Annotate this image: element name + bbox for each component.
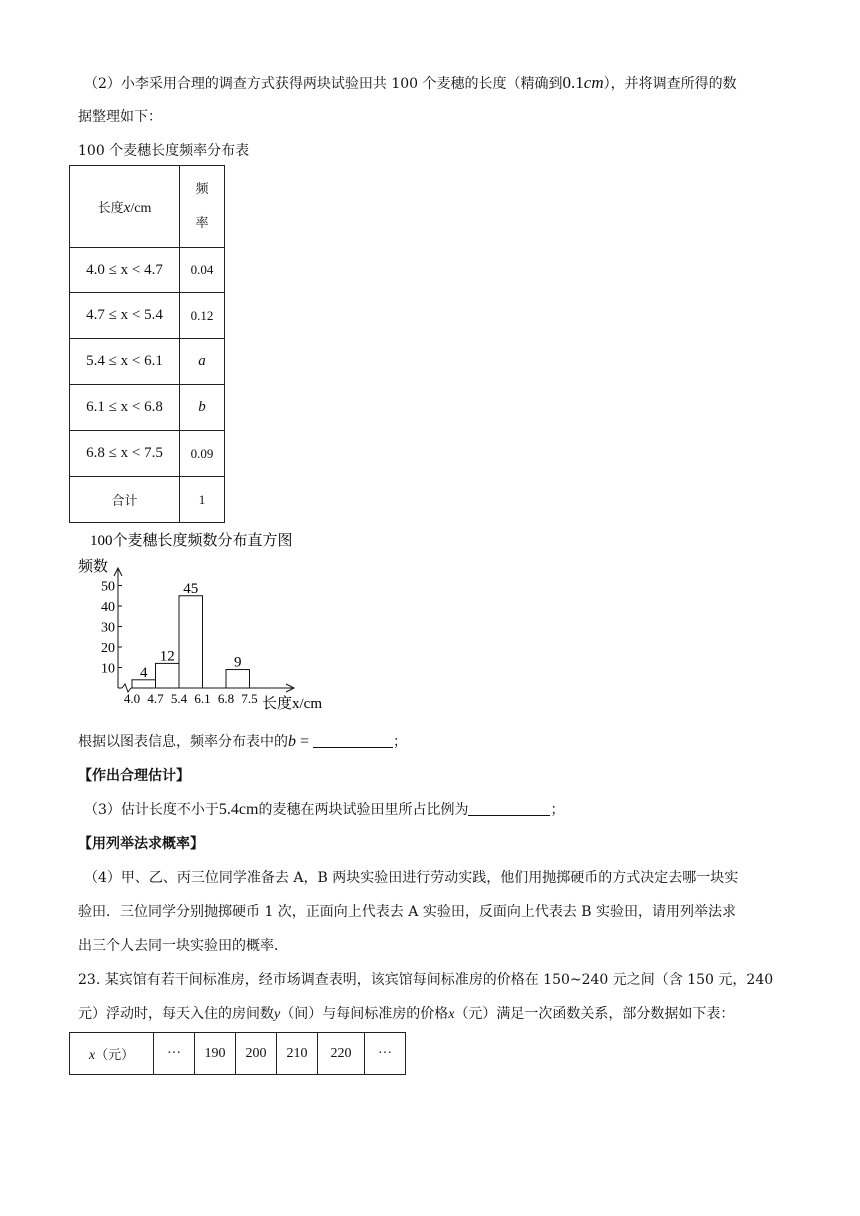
price-header-unit: （元）	[95, 1047, 135, 1063]
bar-value-label: 4	[140, 664, 148, 681]
frequency-cell: 0.04	[180, 248, 225, 293]
q23-var-y: y	[274, 1007, 281, 1022]
price-cell: ···	[365, 1033, 406, 1075]
frequency-cell: 0.09	[180, 431, 225, 477]
bar-value-label: 9	[234, 654, 242, 671]
precision-unit: cm	[583, 73, 604, 92]
q23-line1: 23. 某宾馆有若干间标准房，经市场调查表明，该宾馆每间标准房的价格在 150~240 元之间（含 150 元，240	[78, 972, 774, 988]
header-length-unit: /cm	[130, 200, 152, 216]
part2-text-b: ），并将调查所得的数	[603, 76, 737, 92]
x-tick-label: 6.1	[194, 691, 211, 706]
range-cell: 5.4 ≤ x < 6.1	[70, 339, 180, 385]
price-cell: 220	[318, 1033, 365, 1075]
part2-line2: 据整理如下：	[78, 109, 162, 125]
x-tick-label: 5.4	[170, 691, 188, 706]
part2-text-a: （2）小李采用合理的调查方式获得两块试验田共 100 个麦穗的长度（精确到	[84, 76, 563, 92]
part2-line1	[84, 73, 737, 94]
question-b-end: ；	[393, 734, 408, 750]
y-tick-label: 10	[101, 661, 115, 677]
precision-value: 0.1	[562, 73, 584, 92]
range-cell: 4.7 ≤ x < 5.4	[70, 293, 180, 339]
section-probability-heading: 【用列举法求概率】	[78, 836, 204, 852]
part3-value: 5.4cm	[218, 801, 259, 818]
q23-var-x: x	[448, 1007, 455, 1022]
histogram-bar	[156, 663, 180, 688]
question-b-var: b	[288, 733, 296, 750]
freq-table-header	[70, 166, 225, 248]
q23-line2	[78, 1004, 734, 1025]
frequency-cell: 0.12	[180, 293, 225, 339]
part3-text-a: （3）估计长度不小于	[84, 802, 219, 818]
table-row	[70, 1033, 406, 1075]
header-frequency-char1: 频	[195, 181, 209, 197]
frequency-table	[69, 165, 225, 523]
histogram-chart	[70, 526, 350, 718]
part4-line2: 验田．三位同学分别抛掷硬币 1 次，正面向上代表去 A 实验田，反面向上代表去 B 实验田，请用列举法求	[78, 904, 737, 920]
total-label-cell: 合计	[70, 477, 180, 523]
price-cell: 210	[277, 1033, 318, 1075]
y-tick-label: 50	[101, 579, 115, 595]
table-row	[70, 385, 225, 431]
x-tick-label: 6.8	[217, 691, 235, 706]
bar-value-label: 12	[159, 648, 175, 665]
freq-header-length	[70, 166, 180, 248]
y-tick-label: 30	[101, 620, 115, 636]
range-cell: 6.1 ≤ x < 6.8	[70, 385, 180, 431]
question-b-line	[78, 732, 407, 752]
part3-line	[84, 800, 564, 820]
frequency-cell: a	[180, 339, 225, 385]
total-value-cell: 1	[180, 477, 225, 523]
x-tick-label: 4.7	[147, 691, 164, 706]
question-b-text: 根据以图表信息，频率分布表中的	[78, 734, 288, 750]
part3-end: ；	[550, 802, 565, 818]
x-tick-label: 7.5	[241, 691, 258, 706]
table-row	[70, 248, 225, 293]
table-row-total	[70, 477, 225, 523]
range-cell: 4.0 ≤ x < 4.7	[70, 248, 180, 293]
answer-blank-b[interactable]	[313, 733, 393, 748]
chart-title: 100个麦穗长度频数分布直方图	[90, 533, 293, 549]
y-axis-label: 频数	[78, 559, 109, 575]
price-cell: 190	[195, 1033, 236, 1075]
range-cell: 6.8 ≤ x < 7.5	[70, 431, 180, 477]
chart-bars	[132, 596, 250, 688]
table-row	[70, 431, 225, 477]
histogram-bar	[226, 670, 250, 688]
q23-text-c: （元）满足一次函数关系，部分数据如下表：	[454, 1006, 735, 1022]
freq-table-caption: 100 个麦穗长度频率分布表	[78, 143, 250, 159]
table-row	[70, 339, 225, 385]
header-frequency-char2: 率	[195, 215, 209, 231]
header-length-var: x	[123, 199, 131, 216]
table-row	[70, 293, 225, 339]
y-tick-label: 40	[101, 600, 115, 615]
part3-text-b: 的麦穗在两块试验田里所占比例为	[258, 802, 469, 818]
freq-header-frequency	[180, 166, 225, 248]
price-header-var: x	[88, 1047, 96, 1063]
part4-line1: （4）甲、乙、丙三位同学准备去 A，B 两块实验田进行劳动实践，他们用抛掷硬币的方式决定去哪一块实	[84, 870, 739, 886]
x-tick-label: 4.0	[123, 691, 141, 706]
bar-value-label: 45	[183, 580, 199, 597]
q23-text-b: （间）与每间标准房的价格	[280, 1006, 449, 1022]
histogram-bar	[132, 680, 156, 688]
price-cell: ···	[154, 1033, 195, 1075]
header-length-label: 长度	[97, 200, 124, 216]
price-header-cell	[70, 1033, 154, 1075]
part4-line3: 出三个人去同一块实验田的概率．	[78, 938, 288, 954]
histogram-bar	[179, 596, 203, 688]
y-tick-label: 20	[101, 641, 115, 656]
q23-text-a: 元）浮动时，每天入住的房间数	[78, 1006, 274, 1022]
price-cell: 200	[236, 1033, 277, 1075]
question-b-eq: =	[296, 733, 314, 750]
answer-blank-ratio[interactable]	[468, 801, 550, 816]
frequency-cell: b	[180, 385, 225, 431]
section-estimate-heading: 【作出合理估计】	[78, 768, 190, 784]
price-table	[69, 1032, 406, 1075]
x-axis-label: 长度x/cm	[262, 696, 322, 712]
